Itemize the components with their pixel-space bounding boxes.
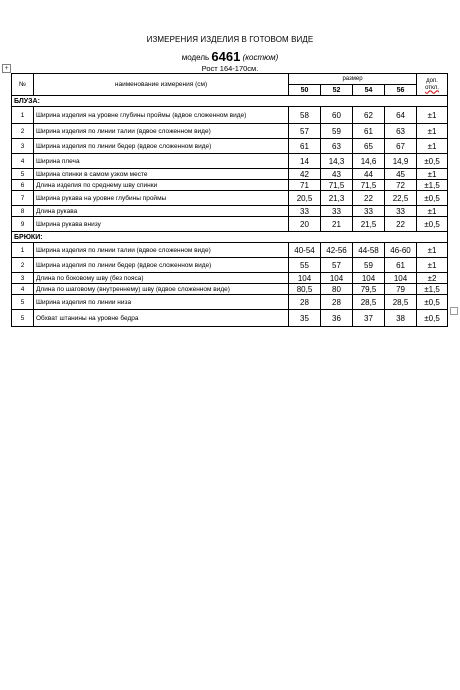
row-number: 2: [12, 124, 34, 139]
measurement-value: 60: [321, 107, 353, 124]
measurement-value: 28,5: [385, 295, 417, 310]
measurement-value: 28,5: [353, 295, 385, 310]
table-row: [12, 169, 448, 180]
tolerance-value: ±0,5: [417, 191, 448, 206]
measurement-value: 33: [353, 206, 385, 217]
table-row: [12, 139, 448, 154]
table-row: [12, 295, 448, 310]
table-row: [12, 217, 448, 232]
measurement-name: Ширина изделия по линии бедер (вдвое сложенном виде): [34, 139, 289, 154]
height-range: Рост 164-170см.: [201, 64, 259, 73]
header-tol-1: доп.: [426, 77, 438, 84]
measurement-value: 44: [353, 169, 385, 180]
measurement-name: Ширина рукава внизу: [34, 217, 289, 232]
measurement-value: 22,5: [385, 191, 417, 206]
tolerance-value: ±1: [417, 206, 448, 217]
measurement-name: Обхват штанины на уровне бедра: [34, 310, 289, 327]
measurement-name: Ширина изделия на уровне глубины проймы (вдвое сложенном виде): [34, 107, 289, 124]
row-number: 5: [12, 295, 34, 310]
model-line: [0, 48, 460, 63]
measurement-name: Длина рукава: [34, 206, 289, 217]
table-row: [12, 273, 448, 284]
row-number: 1: [12, 243, 34, 258]
row-number: 3: [12, 273, 34, 284]
measurement-value: 61: [289, 139, 321, 154]
measurement-value: 80,5: [289, 284, 321, 295]
measurement-value: 33: [289, 206, 321, 217]
measurement-value: 21,5: [353, 217, 385, 232]
header-size: размер: [289, 74, 417, 85]
table-row: [12, 284, 448, 295]
tolerance-value: ±1: [417, 107, 448, 124]
measurement-value: 43: [321, 169, 353, 180]
measurement-value: 63: [321, 139, 353, 154]
measurement-value: 71,5: [353, 180, 385, 191]
table-row: [12, 180, 448, 191]
measurement-value: 57: [321, 258, 353, 273]
row-number: 2: [12, 258, 34, 273]
move-cross-icon[interactable]: +: [2, 64, 11, 73]
table-header-row: [12, 74, 448, 85]
header-tol-2: откл.: [425, 84, 439, 91]
measurement-value: 14,3: [321, 154, 353, 169]
measurement-value: 63: [385, 124, 417, 139]
header-name: наименование измерения (см): [34, 74, 289, 96]
measurement-value: 22: [353, 191, 385, 206]
measurement-value: 71: [289, 180, 321, 191]
tolerance-value: ±0,5: [417, 217, 448, 232]
measurement-name: Длина по шаговому (внутреннему) шву (вдвое сложенном виде): [34, 284, 289, 295]
measurement-name: Длина по боковому шву (без пояса): [34, 273, 289, 284]
measurement-value: 38: [385, 310, 417, 327]
measurement-value: 64: [385, 107, 417, 124]
measurement-value: 59: [321, 124, 353, 139]
tolerance-value: ±1,5: [417, 180, 448, 191]
table-row: [12, 124, 448, 139]
measurement-value: 33: [321, 206, 353, 217]
measurement-value: 14,9: [385, 154, 417, 169]
measurement-value: 33: [385, 206, 417, 217]
measurement-value: 22: [385, 217, 417, 232]
table-row: [12, 154, 448, 169]
measurement-name: Ширина изделия по линии низа: [34, 295, 289, 310]
header-tolerance: [417, 74, 448, 96]
tolerance-value: ±1: [417, 139, 448, 154]
size-col: 54: [353, 85, 385, 96]
tolerance-value: ±1,5: [417, 284, 448, 295]
measurement-value: 20,5: [289, 191, 321, 206]
measurement-value: 61: [353, 124, 385, 139]
measurement-value: 58: [289, 107, 321, 124]
measurement-value: 28: [321, 295, 353, 310]
measurement-value: 65: [353, 139, 385, 154]
measurement-value: 21: [321, 217, 353, 232]
measurement-value: 55: [289, 258, 321, 273]
section-row: [12, 96, 448, 107]
measurement-name: Ширина плеча: [34, 154, 289, 169]
measurement-value: 14,6: [353, 154, 385, 169]
measurement-value: 61: [385, 258, 417, 273]
tolerance-value: ±0,5: [417, 310, 448, 327]
table-row: [12, 206, 448, 217]
row-number: 4: [12, 284, 34, 295]
tolerance-value: ±1: [417, 258, 448, 273]
size-col: 50: [289, 85, 321, 96]
measurement-value: 42: [289, 169, 321, 180]
row-number: 8: [12, 206, 34, 217]
tolerance-value: ±1: [417, 243, 448, 258]
measurement-value: 79: [385, 284, 417, 295]
row-number: 7: [12, 191, 34, 206]
header-num: №: [12, 74, 34, 96]
measurement-name: Ширина изделия по линии талии (вдвое сложенном виде): [34, 124, 289, 139]
measurement-value: 35: [289, 310, 321, 327]
measurement-name: Ширина рукава на уровне глубины проймы: [34, 191, 289, 206]
measurement-value: 72: [385, 180, 417, 191]
table-row: [12, 258, 448, 273]
measurement-value: 46-60: [385, 243, 417, 258]
measurement-value: 37: [353, 310, 385, 327]
tolerance-value: ±1: [417, 124, 448, 139]
measurement-value: 59: [353, 258, 385, 273]
model-suffix: (костюм): [242, 53, 279, 62]
measurement-value: 42-56: [321, 243, 353, 258]
row-number: 9: [12, 217, 34, 232]
measurement-name: Длина изделия по среднему шву спинки: [34, 180, 289, 191]
row-number: 6: [12, 180, 34, 191]
table-row: [12, 107, 448, 124]
row-number: 1: [12, 107, 34, 124]
measurement-value: 104: [385, 273, 417, 284]
measurement-value: 104: [289, 273, 321, 284]
measurement-value: 104: [353, 273, 385, 284]
document-title: ИЗМЕРЕНИЯ ИЗДЕЛИЯ В ГОТОВОМ ВИДЕ: [146, 35, 314, 44]
measurements-table: [11, 73, 448, 327]
tolerance-value: ±2: [417, 273, 448, 284]
section-row: [12, 232, 448, 243]
measurement-value: 71,5: [321, 180, 353, 191]
measurement-value: 80: [321, 284, 353, 295]
tolerance-value: ±0,5: [417, 295, 448, 310]
size-col: 56: [385, 85, 417, 96]
measurement-value: 20: [289, 217, 321, 232]
table-row: [12, 191, 448, 206]
measurement-value: 79,5: [353, 284, 385, 295]
measurement-name: Ширина спинки в самом узком месте: [34, 169, 289, 180]
table-row: [12, 310, 448, 327]
measurement-value: 104: [321, 273, 353, 284]
row-number: 4: [12, 154, 34, 169]
tolerance-value: ±1: [417, 169, 448, 180]
row-number: 3: [12, 139, 34, 154]
table-row: [12, 243, 448, 258]
measurement-value: 36: [321, 310, 353, 327]
measurement-value: 14: [289, 154, 321, 169]
measurement-value: 62: [353, 107, 385, 124]
size-col: 52: [321, 85, 353, 96]
measurement-value: 28: [289, 295, 321, 310]
section-title: БЛУЗА:: [12, 96, 448, 107]
measurement-value: 45: [385, 169, 417, 180]
measurement-name: Ширина изделия по линии талии (вдвое сложенном виде): [34, 243, 289, 258]
measurement-value: 44-58: [353, 243, 385, 258]
section-title: БРЮКИ:: [12, 232, 448, 243]
measurement-value: 40-54: [289, 243, 321, 258]
resize-square-icon[interactable]: [450, 307, 458, 315]
measurement-value: 57: [289, 124, 321, 139]
measurement-value: 21,3: [321, 191, 353, 206]
tolerance-value: ±0,5: [417, 154, 448, 169]
model-number: 6461: [211, 49, 241, 64]
row-number: 5: [12, 169, 34, 180]
model-prefix: модель: [181, 53, 210, 62]
row-number: 5: [12, 310, 34, 327]
measurement-value: 67: [385, 139, 417, 154]
measurement-name: Ширина изделия по линии бедер (вдвое сложенном виде): [34, 258, 289, 273]
